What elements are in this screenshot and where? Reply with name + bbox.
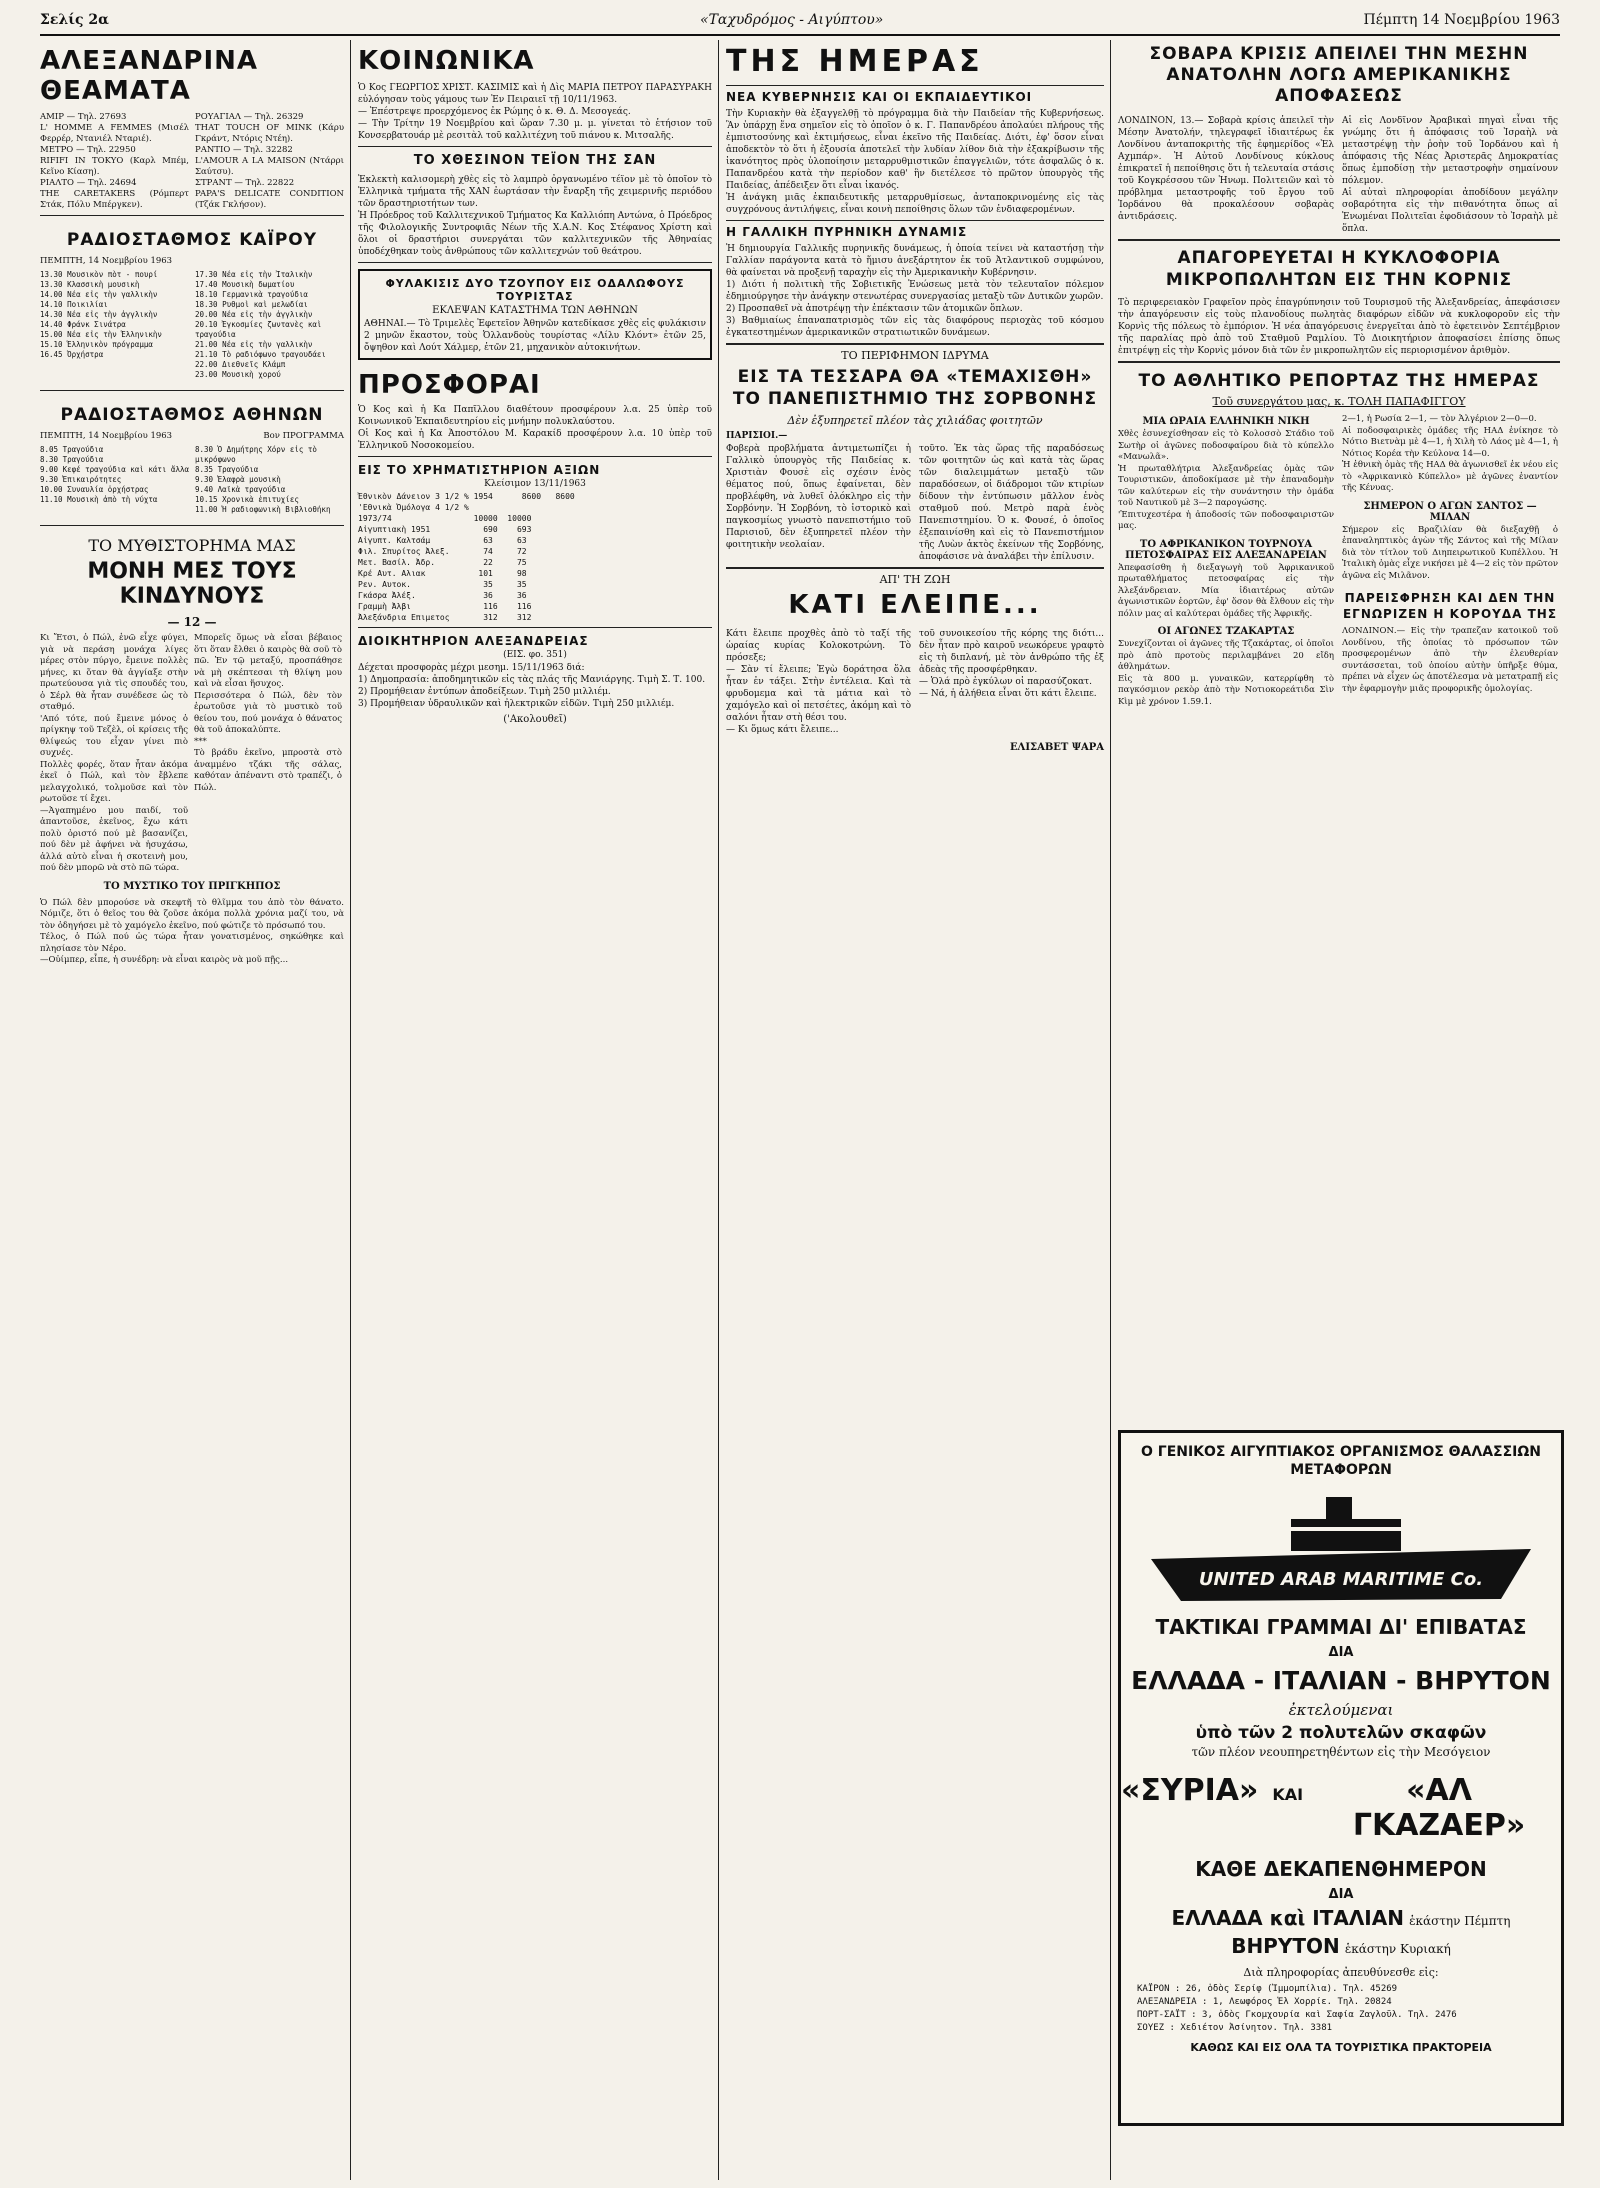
ad-route: ΕΛΛΑΔΑ - ΙΤΑΛΙΑΝ - ΒΗΡΥΤΟΝ [1131,1666,1551,1695]
ad-route3-line [1121,1934,1561,1958]
ad-dia: ΔΙΑ [1328,1887,1354,1902]
paper-name: «Ταχυδρόμος - Αιγύπτου» [700,12,884,28]
sorbonne-kicker: ΤΟ ΠΕΡΙΦΗΜΟΝ ΙΔΡΥΜΑ [841,349,989,362]
sport-column-right [1342,414,1561,708]
sport-text: Συνεχίζονται οἱ ἀγῶνες τῆς Τζακάρτας, οἱ ὁποῖοι πρὸ ἀπὸ προτοὺς περιλαμβάνει 20 εἴδη ἀθλημάτων. Εἰς τὰ 800 μ. γυναικῶν, κατερρίφθη τὸ παγκόσμιον ρεκὸρ ἀπὸ τὴν Νοτιοκορεάτιδα Σὶν Κὶμ μὲ χρόνον 1.59.1. [1118,639,1334,707]
sport-byline: Τοῦ συνεργάτου μας, κ. ΤΟΛΗ ΠΑΠΑΦΙΓΓΟΥ [1212,395,1466,408]
ad-route: ΕΛΛΑΔΑ καὶ ΙΤΑΛΙΑΝ [1171,1906,1404,1930]
education-text: Τὴν Κυριακὴν θὰ ἐξαγγελθῇ τὸ πρόγραμμα διὰ τὴν Παιδείαν τῆς Κυβερνήσεως. Ἂν ὑπάρχῃ ἕνα σημεῖον εἰς τὸ ὁποῖον ὁ κ. Γ. Παπανδρέου ἀπολαύει πλήρους τῆς ἐμπιστοσύνης καὶ ἐκτιμήσεως, εἶναι ἐκεῖνο τῆς Παιδείας. Διότι, ἐφ' ὅσον εἶναι ἀποδεκτὸν τὸ ὅτι ἡ ἐξουσία ἀποτελεῖ τὴν λυδίαν λίθον διὰ τὴν ἐξακρίβωσιν τῆς ἱκανότητος πρὸς ὑλοποίησιν μεταρρυθμιστικῶν ἐπαγγελιῶν, τότε ἀσφαλῶς ὁ κ. Παπανδρέου κατὰ τὴν περίοδον καθ' ἣν διετέλεσε τὸ πρῶτον ὑπουργὸς τῆς Παιδείας, ἀπέδειξεν ὅτι εἶναι ἱκανός. Ἡ ἀνάγκη μιᾶς ἐκπαιδευτικῆς μεταρρυθμίσεως, ἀνταποκρινομένης εἰς τὰς συγχρόνους ἀντιλήψεις, εἶναι κοινὴ πεποίθησις ὅλων τῶν ἐνδιαφερομένων. [726,109,1104,215]
crisis-title: ΣΟΒΑΡΑ ΚΡΙΣΙΣ ΑΠΕΙΛΕΙ ΤΗΝ ΜΕΣΗΝ ΑΝΑΤΟΛΗΝ ΛΟΓΩ ΑΜΕΡΙΚΑΝΙΚΗΣ ΑΠΟΦΑΣΕΩΣ [1149,44,1529,106]
ad-line: ΤΑΚΤΙΚΑΙ ΓΡΑΜΜΑΙ ΔΙ' ΕΠΙΒΑΤΑΣ [1155,1615,1527,1639]
continued-note: ('Ακολουθεῖ) [503,714,567,725]
today-title: ΤΗΣ ΗΜΕΡΑΣ [726,44,984,79]
auctions-text: Δέχεται προσφορὰς μέχρι μεσημ. 15/11/1963 διά: 1) Δημοπρασία: ἀποδημητικῶν εἰς τὰς πλάς τῆς Μανιάργης. Τιμὴ Σ. Τ. 100. 2) Προμήθειαν ἐντύπων ἀποδείξεων. Τιμὴ 250 μιλλιέμ. 3) Προμήθειαν ὑδραυλικῶν καὶ ἠλεκτρικῶν εἰδῶν. Τιμὴ 250 μιλλιέμ. [358,663,706,709]
tea-text: Ἐκλεκτὴ καλισομερὴ χθὲς εἰς τὸ λαμπρὸ ὀργανωμένο τέϊον μὲ τὸ ὁποῖον τὸ Ἑλληνικὰ τμήματα τῆς ΧΑΝ ἐωρτάσαν τὴν ἔναρξη τῆς χειμερινῆς περιόδου τῶν δραστηριοτήτων των. Ἡ Πρόεδρος τοῦ Καλλιτεχνικοῦ Τμήματος Κα Καλλιόπη Αντώνα, ὁ Πρόεδρος τῆς Φιλολογικῆς Συντροφιᾶς Νέων τῆς Χ.Α.Ν. Κος Στέφανος Χρίστη καὶ ὅλοι οἱ δραστήριοι συνεργάται τῶν καλλιτεχνικῶν τῆς Ἀθηναίας ὑποδέχθηκαν τοὺς ἀνθρώπους τῶν καλλιτεχνών τοῦ θεάτρου. [358,175,712,257]
novel-text: Μπορεῖς ὅμως νὰ εἶσαι βέβαιος ὅτι ὅταν ἔλθει ὁ καιρὸς θὰ σοῦ τὸ πῶ. Ἐν τῷ μεταξύ, προσπάθησε νὰ μὴ σκέπτεσαι τὴ θλίψη μου καὶ νὰ εἶσαι ἥσυχος. Περισσότερα ὁ Πώλ, δὲν τὸν ἐρωτοῦσε γιὰ τὸ μυστικὸ τοῦ θείου του, πού μονάχα ὁ θάνατος θὰ τοῦ ἀποκαλύπτε. *** Τὸ βράδυ ἐκεῖνο, μπροστὰ στὸ ἀναμμένο τζάκι τῆς σάλας, καθόταν ἀπέναντι στὸ τραπέζι, ὁ Πώλ. [194,633,342,793]
column-rule [718,40,719,2180]
life-kicker: ΑΠ' ΤΗ ΖΩΗ [879,573,951,586]
ad-agencies: ΚΑΘΩΣ ΚΑΙ ΕΙΣ ΟΛΑ ΤΑ ΤΟΥΡΙΣΤΙΚΑ ΠΡΑΚΤΟΡΕΙΑ [1190,2041,1492,2054]
sorbonne-text: τοῦτο. Ἐκ τὰς ὥρας τῆς παραδόσεως τῶν φοιτητῶν ὡς καὶ κατὰ τὰς ὥρας τῶν διαλειμμάτων μεταξὺ τῶν παραδόσεων, οἱ διάδρομοι τῶν κτιρίων δίδουν τὴν ἐντύπωσιν μᾶλλον ἐνὸς σταθμοῦ πού. Μετρὸ παρὰ ἑνὸς Πανεπιστημίου. Ὁ κ. Φουσέ, ὁ ὁποῖος ἐξεπαινίσθη καὶ εἰς τὸ Πανεπιστήμιον τῆς Λυὼν ἀκτὸς ἐκείνων τῆς Σορβόνης, ἀποφάσισε νὰ ἀναλάβει τὴν ἐπίλυσιν. [919,444,1107,562]
nuclear-heading: Η ΓΑΛΛΙΚΗ ΠΥΡΗΝΙΚΗ ΔΥΝΑΜΙΣ [726,225,968,239]
sport-title: ΤΟ ΑΘΛΗΤΙΚΟ ΡΕΠΟΡΤΑΖ ΤΗΣ ΗΜΕΡΑΣ [1138,371,1540,391]
life-text: τοῦ συνοικεσίου τῆς κόρης της διότι... δὲν ἦταν πρὸ καιροῦ νεωκόρευε γραφτὸ εἰς τὴ διπλανή, μὲ τὸν ἀνθρώπο τῆς ἐξ ἀδεὰς τῆς προσφέρθηκαν. — Ὁλά πρὸ ἐγκύλων οἱ παρασύζοκατ. — Νά, ἡ ἀλήθεια εἶναι ὅτι κάτι ἔλειπε. [919,629,1104,699]
column-social [358,40,712,2180]
ad-fortnight: ΚΑΘΕ ΔΕΚΑΠΕΝΘΗΜΕΡΟΝ [1195,1857,1487,1881]
ad-ship-name: «ΑΛ ΓΚΑΖΑΕΡ» [1352,1773,1526,1843]
ship-banner-text: UNITED ARAB MARITIME Co. [1198,1569,1484,1590]
radio-athens-program: Βον ΠΡΟΓΡΑΜΜΑ [263,431,344,441]
auctions-subtitle: (ΕΙΣ. φο. 351) [503,650,567,660]
novel-text: Κι Ἔτσι, ὁ Πώλ, ἐνῶ εἶχε φύγει, γιὰ νὰ περάση μονάχα λίγες μέρες στὸν πύργο, ἔμεινε πολλὲς μήνες, κι ὅταν θὰ ἀγγίαξε στὴν πρωτεύουσα γιὰ τὶς σπουδές του, ὁ Σέρλ θὰ ἦταν συνέδεσε ὡς τὸ σταθμό. 'Από τότε, πού ἔμεινε μόνος ὁ πρίγκηψ τοῦ Τεζὲλ, οἱ κρίσεις τῆς θλίψεώς του εἶχαν γίνει πιὸ συχνές. Πολλὲς φορές, ὅταν ἦταν ἀκόμα ἐκεῖ ὁ Πώλ, καὶ τὸν ἔβλεπε μελαγχολικό, τολμοῦσε καὶ τὸν ρωτοῦσε τί ἔχει. —Ἀγαπημένο μου παιδί, τοῦ ἀπαντοῦσε, ἐκεῖνος, ἔχω κάτι πολὺ ὀριστό πού μὲ βασανίζει, πού δὲν μὲ ἀφήνει νὰ ἡσυχάσω, ἀλλά αὐτὸ εἶναι ἡ σκοτεινὴ μου, πού δὲν μπορῶ νὰ στὸ πῶ τώρα. [40,633,188,873]
shipping-advertisement [1118,1430,1564,2126]
nuclear-text: Ἡ δημιουργία Γαλλικῆς πυρηνικῆς δυνάμεως, ἡ ὁποία τείνει νὰ καταστήσῃ τὴν Γαλλίαν παράγοντα κατὰ τὸ ἥμισυ ἀνεξάρτητον ἐκ τοῦ Ἀτλαντικοῦ συμφώνου, θὰ φαίνεται νὰ προξενῇ ταραχὴν εἰς τὴν Ἀμερικανικὴν Κυβέρνησιν. 1) Διότι ἡ πολιτικὴ τῆς Σοβιετικῆς Ἑνώσεως μετὰ τὸν τελευταῖον πόλεμον ἐδημιούργησε τὴν ἀνάγκην στενωτέρας συνεργασίας μεταξὺ τῶν Δυτικῶν χωρῶν. 2) Προσπαθεῖ νὰ ἀποτρέψῃ τὴν ἐπέκτασιν τῶν ἀτομικῶν ὅπλων. 3) Βαθμιαίως ἐπαναπατρισμὸς τῶν εἰς τὰς διαφόρους περιοχὰς τοῦ κόσμου ἐγκατεστημένων ἀμερικανικῶν στρατιωτικῶν δυνάμεων. [726,244,1104,338]
column-rule [350,40,351,2180]
ad-exec: ἐκτελούμεναι [1288,1701,1394,1719]
sport-subheading: ΣΗΜΕΡΟΝ Ο ΑΓΩΝ ΣΑΝΤΟΣ — ΜΙΛΑΝ [1363,500,1537,523]
ad-route-day: ἑκάστην Κυριακή [1344,1942,1451,1956]
ban-text: Τὸ περιφερειακὸν Γραφεῖον πρὸς ἐπαγρύπνησιν τοῦ Τουρισμοῦ τῆς Ἀλεξανδρείας, ἀπεφάσισεν τὴν ἀπαγόρευσιν εἰς τοὺς πλανοδίους πωλητὰς διαφόρων εἰδῶν νὰ κυκλοφοροῦν εἰς τὴν Κορνὶς τῆς πόλεως τὸ ἐμπόριον. Ἡ νέα ἀπαγόρευσις ἐνεργεῖται ἀπὸ τὸ ἐφετεινὸν Σεπτέμβριον τῆς παραλίας πρὸ ἀπὸ τοῦ Σταθμοῦ Ραμλίου. Τὸ Διοικητήριον ἀποφασίσει ἐπίσης ὅπως ἐπιτρέψῃ εἰς τὴν Κορνὶς μόνον διὰ τῶν ἐν μικροπωλητῶν εἰς περιορισμένον ἀριθμὸν. [1118,298,1563,356]
radio-schedule: 8.05 Τραγούδια 8.30 Τραγούδια 9.00 Κεφέ τραγούδια καὶ κάτι ἄλλα 9.30 Ἐπικαιρότητες 10.00 Συναυλία ὀρχήστρας 11.10 Μουσικὴ ἀπὸ τὴ νύχτα [40,445,190,504]
life-text: Κάτι ἔλειπε προχθὲς ἀπὸ τὸ ταξί τῆς ὡραίας κυρίας Κολοκοτρώνη. Τὸ πρόσεξε; — Σὰν τί ἔλειπε; Ἐγὼ δοράτησα ὅλα ἦταν ἐν τάξει. Στὴν ἐντέλεια. Καὶ τὰ φρυδομεμα καὶ τὰ μάτια καὶ τὸ χαμόγελο καὶ οἱ πετσέτες, ἀκόμη καὶ τὸ σαλόνι ἦταν στὴ θέσι του. — Κι ὅμως κάτι ἔλειπε... [726,629,911,735]
sorbonne-text: Φοβερὰ προβλήματα ἀντιμετωπίζει ἡ Γαλλικὸ ὑπουργὸς τῆς Παιδείας κ. Χριστιὰν Φουσὲ εἰς σχέσιν ἐνὸς θέματος πού, ὅπως ἐφαίνεται, δὲν προβλέφθη, νὰ λυθεῖ ὁλόκληρο εἰς τὴν Σορβόνην. Ἡ Σορβόνη, τὸ ἰστορικὸ καὶ παγκοσμίως γνωστὸ πανεπιστήμιο τοῦ Παρισιοῦ, δὲν ἐξυπηρετεῖ πλέον τὴν φοιτητικὴν νεολαίαν. [726,444,914,550]
ad-route2-line [1121,1906,1561,1930]
sport-text: Σήμερον εἰς Βραζιλίαν θὰ διεξαχθῇ ὁ ἐπαναληπτικὸς ἀγὼν τῆς Σάντος καὶ τῆς Μίλαν διὰ τὸν τίτλον τοῦ Διηπειρωτικοῦ Κυπέλλου. Ἡ Ἰταλικὴ ὁμὰς εἶχε νικήσει μὲ 4—2 εἰς τὸν πρῶτον ἀγῶνα εἰς Μιλᾶνον. [1342,524,1561,581]
novel-subheading: ΤΟ ΜΥΣΤΙΚΟ ΤΟΥ ΠΡΙΓΚΗΠΟΣ [103,880,281,892]
crisis-text: ΛΟΝΔΙΝΟΝ, 13.— Σοβαρὰ κρίσις ἀπειλεῖ τὴν Μέσην Ἀνατολήν, τηλεγραφεῖ ἰδιαιτέρως ἐκ Λονδίνου ἀνταποκριτὴς τῆς ἐφημερίδος «Ἐλ Αχμπάρ». Ἡ Αὐτοῦ Λονδίνους κύκλους ἐπικρατεῖ ἡ πεποίθησις ὅτι ἡ τελευταία στάσις τοῦ Κογκρέσσου τῶν Ἡνωμ. Πολιτειῶν καὶ τὸ πρόβλημα μεταστροφῆς τοῦ ἔργου τοῦ Ἰορδάνου θὰ προκαλέσουν σοβαρὰς ἀντιδράσεις. [1118,116,1337,222]
sport-subheading: ΟΙ ΑΓΩΝΕΣ ΤΖΑΚΑΡΤΑΣ [1157,626,1295,637]
radio-cairo-date: ΠΕΜΠΤΗ, 14 Νοεμβρίου 1963 [40,256,173,266]
sorbonne-subtitle: Δὲν ἐξυπηρετεῖ πλέον τὰς χιλιάδας φοιτητῶν [787,414,1043,427]
sport-column-left [1118,414,1337,708]
sport-text: Χθὲς ἐσυνεχίσθησαν εἰς τὸ Κολοσσὸ Στάδιο τοῦ Σωτὴρ οἱ ἀγῶνες ποδοσφαίρου διὰ τὸ κύπελλο «Μανωλᾶ». Ἡ πρωταθλήτρια Ἀλεξανδρείας ὁμὰς τῶν Τουριστικῶν, ἀποδοκίμασε μὲ τὴν ἐπαναδομὴν τῶν καλύτερων εἰς τὴν συνάντησιν τὴν ὁμάδα τοῦ Ναυτικοῦ μὲ 3—2 παρογώσης. 'Ἐπιτυχεστέρα ἡ ἀποδοσίς τῶν ποδοσφαιριστῶν μας. [1118,429,1334,531]
ad-offices: ΚΑΪΡΟΝ : 26, ὁδὸς Σερίφ (Ἰμμομπίλια). Τηλ. 45269 ΑΛΕΞΑΝΔΡΕΙΑ : 1, Λεωφόρος Ἑλ Χορρίε. Τηλ. 20824 ΠΟΡΤ-ΣΑΪΤ : 3, ὁδὸς Γκομχουρία καὶ Σαφία Ζαγλοῦλ. Τηλ. 2476 ΣΟΥΕΖ : Χεδιέτον Ἀσίνητον. Τηλ. 3381 [1137,1984,1457,2033]
stock-title: ΕΙΣ ΤΟ ΧΡΗΜΑΤΙΣΤΗΡΙΟΝ ΑΞΙΩΝ [358,463,601,477]
cinemas-title: ΑΛΕΞΑΝΔΡΙΝΑ ΘΕΑΜΑΤΑ [40,46,259,106]
ad-ships [1121,1767,1561,1849]
ad-ships-note: ὑπὸ τῶν 2 πολυτελῶν σκαφῶν [1195,1723,1487,1743]
sport-subheading: ΜΙΑ ΩΡΑΙΑ ΕΛΛΗΝΙΚΗ ΝΙΚΗ [1142,416,1310,427]
novel-text: Ὁ Πώλ δὲν μπορούσε νὰ σκεφτῆ τὸ θλῖμμα του ἀπὸ τὸν θάνατο. Νόμιζε, ὅτι ὁ θεῖος του θὰ ζοῦσε ἀκόμα πολλὰ χρόνια μαζί του, νὰ τὸν ὁδηγήσει μὲ τὸ χαμόγελο ἐκεῖνο, πού φώτιζε τὸ πρόσωπό του. Τέλος, ὁ Πώλ πού ὡς τώρα ἦταν γονατισμένος, σηκώθηκε καὶ πλησίασε τὸν Νέρο. —Οὐίμπερ, εἶπε, ἡ συνέδρη: νὰ εἶναι καιρὸς νὰ μοῦ πῇς... [40,897,344,965]
sorbonne-dateline: ΠΑΡΙΣΙΟΙ.— [726,431,788,441]
ban-title: ΑΠΑΓΟΡΕΥΕΤΑΙ Η ΚΥΚΛΟΦΟΡΙΑ ΜΙΚΡΟΠΩΛΗΤΩΝ ΕΙΣ ΤΗΝ ΚΟΡΝΙΣ [1165,248,1513,290]
column-today [726,40,1107,2180]
guards-text: ΑΘΗΝΑΙ.— Τὸ Τριμελὲς Ἐφετεῖον Ἀθηνῶν κατεδίκασε χθὲς εἰς φυλάκισιν 2 μηνῶν ἕκαστον, τοὺς Ὀλλανδοὺς τουρίστας «Λίλυ Κλόντ» ἐτῶν 25, ὄψηθον καὶ Λούτ Χάλμερ, ἐτῶν 21, μηχανικὸν αὐτοκινήτων. [364,319,709,353]
tea-heading: ΤΟ ΧΘΕΣΙΝΟΝ ΤΕΪΟΝ ΤΗΣ ΣΑΝ [413,153,657,168]
ship-illustration [1141,1489,1541,1609]
masthead [40,8,1560,36]
lost-girl-title: ΠΑΡΕΙΣΦΡΗΣΗ ΚΑΙ ΔΕΝ ΤΗΝ ΕΓΝΩΡΙΖΕΝ Η ΚΟΡΟΥΔΑ ΤΗΣ [1342,591,1558,621]
ad-info: Διὰ πληροφορίας ἀπευθύνεσθε εἰς: [1243,1966,1439,1979]
radio-athens-date: ΠΕΜΠΤΗ, 14 Νοεμβρίου 1963 [40,431,173,441]
column-entertainment [40,40,344,2180]
ad-ships-note2: τῶν πλέον νεουπηρετηθέντων εἰς τὴν Μεσόγειον [1191,1745,1491,1759]
guards-title: ΦΥΛΑΚΙΣΙΣ ΔΥΟ ΤΖΟΥΠΟΥ ΕΙΣ ΟΔΑΛΩΦΟΥΣ ΤΟΥΡΙΣΤΑΣ [385,277,685,303]
stock-close-date: Κλείσιμον 13/11/1963 [484,479,586,489]
radio-schedule: 17.30 Νέα εἰς τὴν Ἰταλικὴν 17.40 Μουσικὴ δωματίου 18.10 Γερμανικὰ τραγούδια 18.30 Ρυθμοὶ καὶ μελωδίαι 20.00 Νέα εἰς τὴν ἀγγλικὴν 20.10 Ἐγκοσμίες ζωντανὲς καὶ τραγούδια 21.00 Νέα εἰς τὴν γαλλικὴν 21.10 Τὸ ραδιόφωνο τραγουδάει 22.00 Διεθνεῖς Κλάμπ 23.00 Μουσικὴ χορού [195,270,326,379]
ad-route-day: ἑκάστην Πέμπτη [1409,1914,1511,1928]
social-title: ΚΟΙΝΩΝΙΚΑ [358,46,535,76]
social-text: Ὁ Κος ΓΕΩΡΓΙΟΣ ΧΡΙΣΤ. ΚΑΣΙΜΙΣ καὶ ἡ Δὶς ΜΑΡΙΑ ΠΕΤΡΟΥ ΠΑΡΑΣΥΡΑΚΗ εὐλόγησαν τοὺς γάμους των Ἐν Πειραιεῖ τῇ 10/11/1963. — Ἐπέστρεψε προερχόμενος ἐκ Ρώμης ὁ κ. Θ. Δ. Μεσογεάς. — Τὴν Τρίτην 19 Νοεμβρίου καὶ ὥραν 7.30 μ. μ. γίνεται τὸ ἑτήσιον τοῦ Κονσερβατουάρ μὲ ρεσιτὰλ τοῦ καλλιτέχνη τοῦ πιάνου κ. Μιτσαλῆς. [358,83,712,141]
sport-subheading: ΤΟ ΑΦΡΙΚΑΝΙΚΟΝ ΤΟΥΡΝΟΥΑ ΠΕΤΟΣΦΑΙΡΑΣ ΕΙΣ ΑΛΕΞΑΝΔΡΕΙΑΝ [1125,538,1327,561]
guards-box [358,269,712,360]
sorbonne-title: ΕΙΣ ΤΑ ΤΕΣΣΑΡΑ ΘΑ «ΤΕΜΑΧΙΣΘΗ» ΤΟ ΠΑΝΕΠΙΣΤΗΜΙΟ ΤΗΣ ΣΟΡΒΟΝΗΣ [732,367,1098,409]
ship-icon [1141,1489,1541,1609]
sport-text: 2—1, ἡ Ρωσία 2—1, — τὸν Ἀλγέριον 2—0—0. Αἱ ποδοσφαιρικὲς ὁμάδες τῆς ΗΑΔ ἐνίκησε τὸ Νότιο Βιετνὰμ μὲ 4—1, ἡ Χιλὴ τὸ Λάος μὲ 4—1, ἡ Νότιος Κορέα τὴν Κεύλονα 14—0. Ἡ ἐθνικὴ ὁμὰς τῆς ΗΑΔ θὰ ἀγωνισθεῖ ἐκ νέου εἰς τὸ «Ἀφρικανικὸ Κύπελλο» μὲ ἀγῶνες ἐναντίον τῆς Κένυας. [1342,414,1558,493]
radio-schedule: 8.30 Ὁ Δημήτρης Χόρν εἰς τὸ μικρόφωνο 8.35 Τραγούδια 9.30 Ἑλαφρὰ μουσικὴ 9.40 Λαϊκὰ τραγούδια 10.15 Χρονικὰ ἐπιτυχίες 11.00 Ἡ ραδιοφωνικὴ Βιβλιοθήκη [195,445,331,514]
lost-girl-text: ΛΟΝΔΙΝΟΝ.— Εἰς τὴν τραπεζαν κατοικοῦ τοῦ Λονδίνου, τῆς ὁποίας τὸ πρόσωπον τῶν προσφερομένων ἀπὸ τὴν ἐλευθερίαν συντάσσεται, τοῦ ὁποίου αὐτὴν ὑπῆρξε θύμα, πρέπει νὰ εἶχεν ὡς ἀποτέλεσμα νὰ μετατραπῇ εἰς τὴν ἐφαρμογὴν μιᾶς προφορικῆς ὁμολογίας. [1342,626,1561,694]
guards-subtitle: ΕΚΛΕΨΑΝ ΚΑΤΑΣΤΗΜΑ ΤΩΝ ΑΘΗΝΩΝ [432,305,638,316]
novel-chapter: — 12 — [167,615,217,629]
cinema-listing: ΡΟΥΑΓΙΑΛ — Τηλ. 26329 THAT TOUCH OF MINK (Κάρυ Γκράντ, Ντόρις Ντέη). ΡΑΝΤΙΟ — Τηλ. 32282 L'AMOUR A LA MAISON (Ντάρρι Σαύτσυ). ΣΤΡΑΝΤ — Τηλ. 22822 PAPA'S DELICATE CONDITION (Τζάκ Γκλήσον). [195,112,344,210]
ad-route: ΒΗΡΥΤΟΝ [1231,1934,1340,1958]
column-rule [1110,40,1111,2180]
ad-and: ΚΑΙ [1272,1785,1304,1804]
life-signature: ΕΛΙΣΑΒΕΤ ΨΑΡΑ [1009,742,1104,753]
ad-organization: Ο ΓΕΝΙΚΟΣ ΑΙΓΥΠΤΙΑΚΟΣ ΟΡΓΑΝΙΣΜΟΣ ΘΑΛΑΣΣΙΩΝ ΜΕΤΑΦΟΡΩΝ [1141,1444,1542,1478]
radio-athens-title: ΡΑΔΙΟΣΤΑΘΜΟΣ ΑΘΗΝΩΝ [60,405,324,425]
sport-text: Ἀπεφασίσθη ἡ διεξαγωγὴ τοῦ Ἀφρικανικοῦ πρωταθλήματος πετοσφαίρας εἰς τὴν Ἀλεξάνδρειαν. Μία ἰδιαιτέρως αὐτῶν ἀγωνιστικῶν ἑορτῶν, ἐφ' ὅσον θὰ ἔλθουν εἰς τὴν πόλιν μας αἱ καλύτεραι ὁμάδες τῆς Ἀφρικῆς. [1118,562,1337,619]
auctions-title: ΔΙΟΙΚΗΤΗΡΙΟΝ ΑΛΕΞΑΝΔΡΕΙΑΣ [358,634,589,648]
crisis-text: Αἱ εἰς Λονδῖνον Ἀραβικαὶ πηγαὶ εἶναι τῆς γνώμης ὅτι ἡ ἀπόφασις τοῦ Ἰσραὴλ νὰ μεταστρέψῃ τὴν ῥοὴν τοῦ Ἰορδάνου καὶ ἡ ἀπόφασις τῆς Νέας Ἀριστερᾶς Δημοκρατίας ὅπως ἐμποδίσῃ τὴν μεταστροφὴν σημαίνουν πόλεμον. Αἱ αὐταὶ πληροφορίαι ἀποδίδουν μεγάλην σοβαρότητα εἰς τὴν πιθανότητα ὅπως αἱ Ἑνωμέναι Πολιτεῖαι ἐφοδιάσουν τὸ Ἰσραὴλ μὲ ὅπλα. [1342,116,1558,234]
ad-ship-name: «ΣΥΡΙΑ» [1121,1773,1259,1808]
issue-date: Πέμπτη 14 Νοεμβρίου 1963 [1363,12,1560,28]
radio-cairo-title: ΡΑΔΙΟΣΤΑΘΜΟΣ ΚΑΪΡΟΥ [66,230,318,250]
column-world [1118,40,1563,1420]
ad-dia: ΔΙΑ [1328,1645,1354,1660]
page-number: Σελίς 2α [40,12,109,28]
life-title: ΚΑΤΙ ΕΛΕΙΠΕ... [788,590,1042,620]
novel-title: ΜΟΝΗ ΜΕΣ ΤΟΥΣ ΚΙΝΔΥΝΟΥΣ [87,559,297,609]
stock-table: Ἐθνικὸν Δάνειον 3 1/2 % 1954 8600 8600 'Εθνικὰ Ὀμόλογα 4 1/2 % 1973/74 10000 10000 Αἰγυπτιακὴ 1951 690 693 Αἰγυπτ. Καλτσάμ 63 63 Φιλ. Σπυρίτος Ἀλεξ. 74 72 Μετ. Βασίλ. Ἀδρ. 22 75 Κρέ Αυτ. Αλιακ 101 98 Ρεν. Αυτοκ. 35 35 Γκάσρα Ἀλέξ. 36 36 Γραμμὴ Ἀλβι 116 116 Ἀλεξάνδρια Επιμετος 312 312 [358,492,575,622]
cinema-listing: ΑΜΙΡ — Τηλ. 27693 L' HOMME A FEMMES (Μισέλ Φερρέρ, Ντανιέλ Νταριέ). ΜΕΤΡΟ — Τηλ. 22950 RIFIFI IN TOKYO (Καρλ Μπέμ, Κεῖνο Κίαση). ΡΙΑΛΤΟ — Τηλ. 24694 THE CARETAKERS (Ρόμπερτ Στάκ, Πόλυ Μπέργκεν). [40,112,189,210]
offers-title: ΠΡΟΣΦΟΡΑΙ [358,370,541,400]
offers-text: Ὁ Κος καὶ ἡ Κα Παπῖλλου διαθέτουν προσφέρουν λ.α. 25 ὑπὲρ τοῦ Κοινωνικοῦ Ἐκπαιδευτηρίου εἰς μνήμην πολυκλαύστου. Οἱ Κος καὶ ἡ Κα Ἀποστόλου Μ. Καρακίδ προσφέρουν λ.α. 10 ὑπὲρ τοῦ Ἑλληνικοῦ Νοσοκομείου. [358,405,712,451]
novel-label: ΤΟ ΜΥΘΙΣΤΟΡΗΜΑ ΜΑΣ [88,536,296,555]
radio-schedule: 13.30 Μουσικὸν πὸτ - πουρί 13.30 Κλασσικὴ μουσικὴ 14.00 Νέα εἰς τὴν γαλλικὴν 14.10 Ποικιλίαι 14.30 Νέα εἰς τὴν ἀγγλικὴν 14.40 Φράνκ Σινάτρα 15.00 Νέα εἰς τὴν Ἑλληνικὴν 15.10 Ἑλληνικὸν πρόγραμμα 16.45 Ὀρχήστρα [40,270,162,359]
education-heading: ΝΕΑ ΚΥΒΕΡΝΗΣΙΣ ΚΑΙ ΟΙ ΕΚΠΑΙΔΕΥΤΙΚΟΙ [726,90,1033,104]
